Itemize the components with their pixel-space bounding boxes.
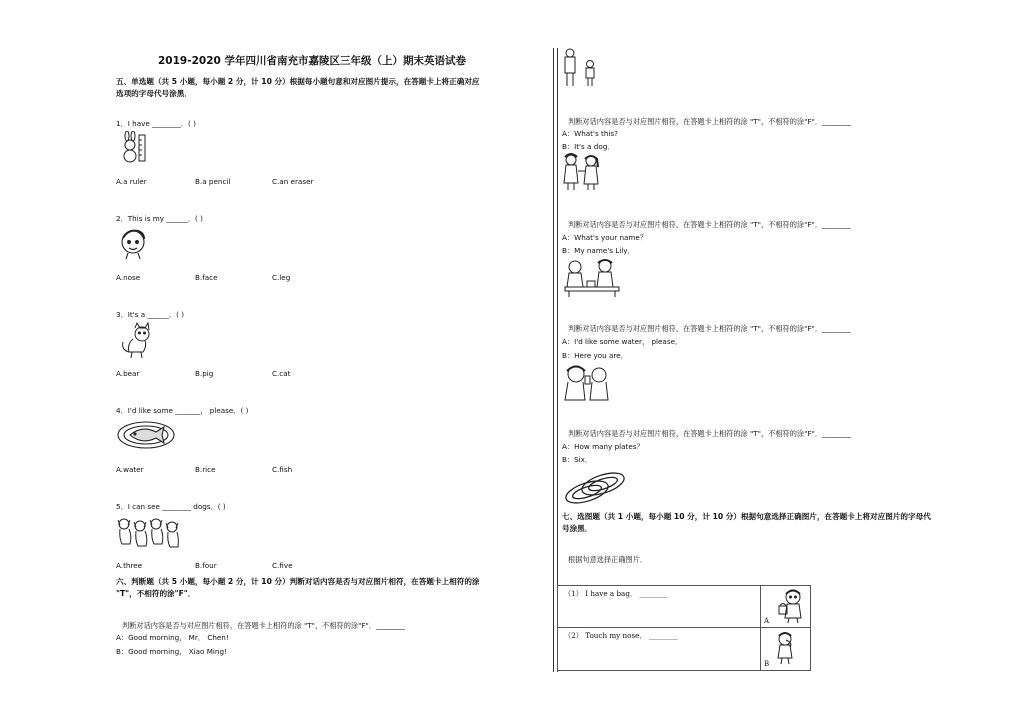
section6-heading-line2: "T"，不相符的涂"F"． [116, 589, 196, 598]
judge-instruction-4: 判断对话内容是否与对应图片相符，在答题卡上相符的涂 "T"，不相符的涂"F"．________ [568, 324, 851, 333]
q2-option-c: C.leg [272, 273, 291, 282]
picture-choice-table [557, 585, 811, 671]
question-4: 4．I'd like some _______， please．( ) [116, 406, 249, 415]
question-1: 1．I have ________．( ) [116, 119, 196, 128]
column-divider [553, 48, 554, 672]
q1-option-a: A.a ruler [116, 177, 147, 186]
sentence-cell-2 [558, 628, 761, 671]
girls-talking-icon [561, 153, 603, 191]
monkey-touching-nose-icon [773, 631, 797, 665]
picture-letter-a: A [764, 617, 770, 625]
sentence-2: （2） Touch my nose． ________ [564, 631, 678, 640]
section7-instruction: 根据句意选择正确图片． [568, 555, 648, 564]
judge-5-line-a: A：How many plates？ [562, 442, 644, 451]
girl-drinking-icon [561, 362, 615, 402]
judge-4-line-b: B：Here you are． [562, 351, 628, 360]
q2-option-b: B.face [195, 273, 218, 282]
rabbit-with-ruler-icon [117, 131, 149, 165]
plates-icon [561, 466, 627, 504]
judge-2-line-b: B：It's a dog． [562, 142, 615, 151]
children-at-desk-icon [561, 257, 623, 297]
section6-heading-line1: 六、判断题（共 5 小题，每小题 2 分，计 10 分）判断对话内容是否与对应图片相符，在答题卡上相符的涂 [116, 577, 480, 586]
boy-face-icon [116, 226, 150, 260]
dogs-icon [116, 514, 180, 550]
section5-heading-line1: 五、单选题（共 5 小题，每小题 2 分，计 10 分）根据每小题句意和对应图片提示，在答题卡上将正确对应 [116, 77, 480, 86]
q3-option-b: B.pig [195, 369, 214, 378]
judge-5-line-b: B：Six． [562, 455, 593, 464]
section6-heading [116, 576, 480, 600]
fish-on-plate-icon [116, 420, 176, 450]
q1-option-c: C.an eraser [272, 177, 314, 186]
question-3: 3．It's a ______．( ) [116, 310, 185, 319]
q5-option-a: A.three [116, 561, 143, 570]
q1-option-b: B.a pencil [195, 177, 231, 186]
page-title: 2019-2020 学年四川省南充市嘉陵区三年级（上）期末英语试卷 [158, 55, 466, 67]
judge-instruction-5: 判断对话内容是否与对应图片相符，在答题卡上相符的涂 "T"，不相符的涂"F"．________ [568, 429, 851, 438]
table-row [558, 628, 811, 671]
picture-cell-a [761, 586, 811, 628]
q2-option-a: A.nose [116, 273, 141, 282]
picture-letter-b: B [764, 660, 770, 668]
picture-cell-b [761, 628, 811, 671]
cat-icon [117, 322, 157, 360]
sentence-1: （1） I have a bag． ________ [564, 589, 669, 598]
monkey-with-bag-icon [777, 588, 809, 624]
section7-heading-line2: 号涂黑． [562, 524, 593, 533]
question-5: 5．I can see ________ dogs．( ) [116, 502, 226, 511]
judge-instruction-3: 判断对话内容是否与对应图片相符，在答题卡上相符的涂 "T"，不相符的涂"F"．________ [568, 220, 851, 229]
q5-option-c: C.five [272, 561, 293, 570]
q3-option-a: A.bear [116, 369, 140, 378]
judge-2-line-a: A：What's this? [562, 129, 618, 138]
q4-option-b: B.rice [195, 465, 216, 474]
q3-option-c: C.cat [272, 369, 291, 378]
section5-heading-line2: 选项的字母代号涂黑． [116, 89, 192, 98]
judge-instruction-2: 判断对话内容是否与对应图片相符，在答题卡上相符的涂 "T"，不相符的涂"F"．________ [568, 117, 851, 126]
section7-heading [562, 511, 931, 535]
q4-option-a: A.water [116, 465, 144, 474]
judge-3-line-b: B：My name's Lily． [562, 246, 635, 255]
sentence-cell-1 [558, 586, 761, 628]
table-row [558, 586, 811, 628]
q4-option-c: C.fish [272, 465, 293, 474]
q5-option-b: B.four [195, 561, 217, 570]
section7-heading-line1: 七、选图题（共 1 小题，每小题 10 分，计 10 分）根据句意选择正确图片，在答题卡上将对应图片的字母代 [562, 512, 931, 521]
question-2: 2．This is my ______．( ) [116, 214, 203, 223]
judge-3-line-a: A：What's your name？ [562, 233, 648, 242]
judge-instruction-1: 判断对话内容是否与对应图片相符，在答题卡上相符的涂 "T"，不相符的涂"F"．________ [122, 621, 405, 630]
teacher-and-boy-icon [561, 48, 601, 88]
judge-4-line-a: A：I'd like some water， please． [562, 337, 683, 346]
section5-heading [116, 76, 480, 100]
column-divider-inner [557, 48, 558, 672]
judge-1-line-a: A：Good morning， Mr． Chen! [116, 633, 229, 642]
judge-1-line-b: B：Good morning， Xiao Ming! [116, 647, 227, 656]
